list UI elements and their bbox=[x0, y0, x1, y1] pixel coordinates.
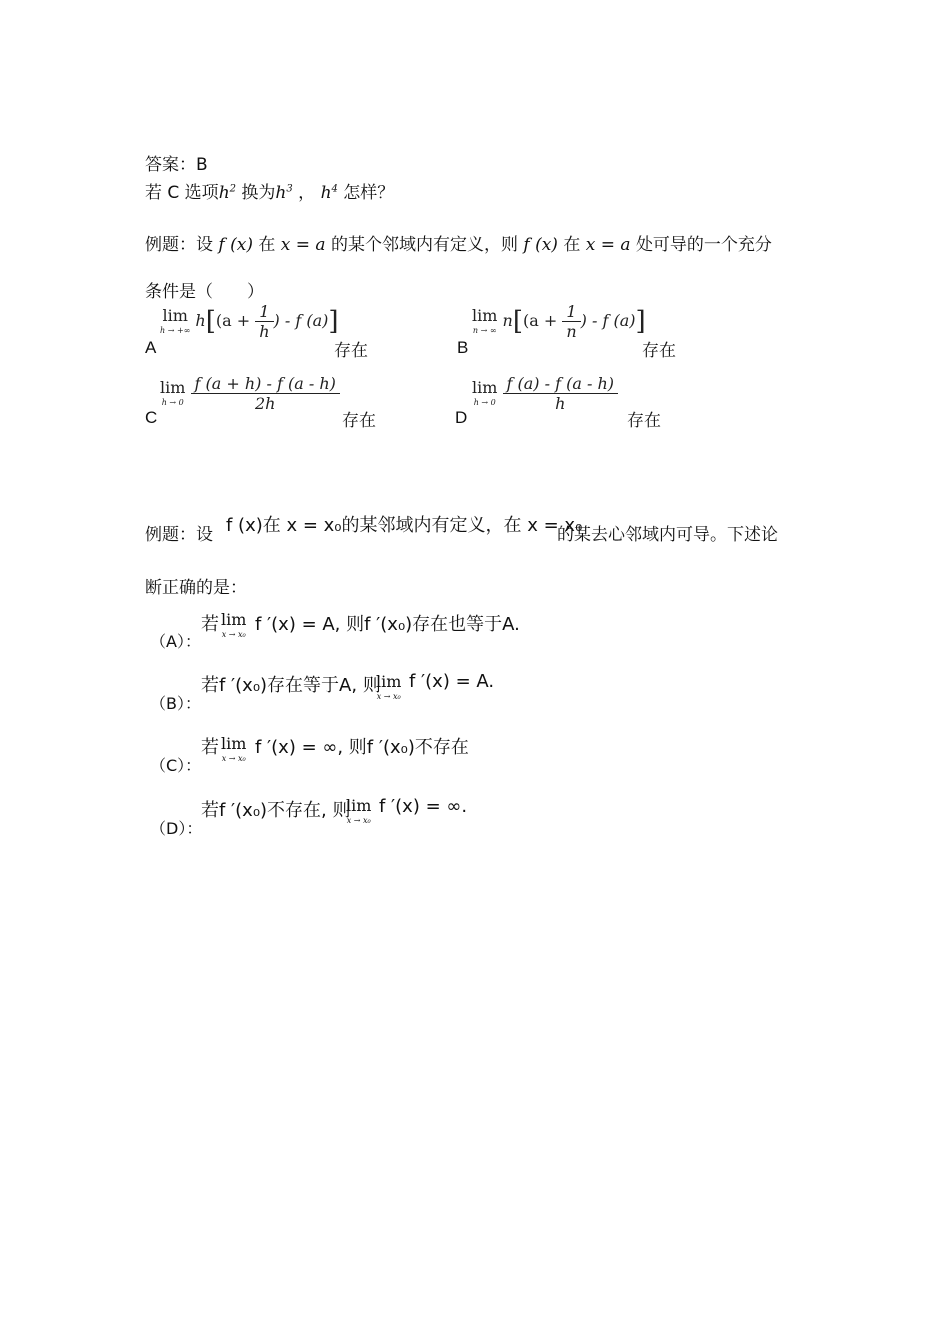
option-d-expression bbox=[472, 374, 618, 413]
ex2-option-a-limit: lim x → x₀ bbox=[221, 610, 247, 639]
limit-symbol: lim n → ∞ bbox=[472, 306, 498, 335]
answer-text: 答案：B bbox=[145, 155, 208, 175]
option-c-expression bbox=[160, 374, 340, 413]
ex2-stem-formula: f (x)在 x = x₀的某邻域内有定义，在 x = x₀ bbox=[226, 515, 583, 536]
option-b-expression bbox=[472, 302, 646, 341]
ex2-option-c-text1: 若 bbox=[201, 737, 219, 758]
example2-stem bbox=[145, 520, 213, 545]
ex2-line2-text: 断正确的是： bbox=[145, 578, 247, 598]
ex2-option-b-limit: lim x → x₀ bbox=[376, 672, 402, 701]
q-e2: 2 bbox=[229, 183, 237, 195]
example1-stem bbox=[145, 230, 772, 255]
ex2-option-d-limit: lim x → x₀ bbox=[346, 796, 372, 825]
option-c-label: C bbox=[145, 408, 158, 427]
option-d-label: D bbox=[455, 408, 468, 427]
ex2-option-b-text1: 若f ′(x₀)存在等于A, 则 bbox=[201, 675, 381, 696]
lim-var: n bbox=[502, 311, 513, 330]
ex1-fx2: f (x) bbox=[523, 235, 558, 255]
option-c-exists: 存在 bbox=[342, 411, 376, 431]
ex2-option-d-label: （D）： bbox=[150, 819, 203, 838]
ex1-line2-text: 条件是（ ） bbox=[145, 282, 264, 302]
option-d-exists: 存在 bbox=[627, 411, 661, 431]
left-bracket: [ bbox=[205, 306, 216, 337]
q-h2: h bbox=[218, 183, 230, 203]
q-h3: h bbox=[275, 183, 287, 203]
right-bracket: ] bbox=[635, 306, 646, 337]
q-h4: h bbox=[320, 183, 332, 203]
answer-line bbox=[145, 150, 208, 175]
limit-symbol: lim h → +∞ bbox=[160, 306, 191, 335]
fraction: $\frac{1}{n}$ bbox=[562, 302, 580, 341]
fraction: $\frac{f (a + h) - f (a - h)}{2h}$ bbox=[191, 374, 340, 413]
body-post: ) - f (a) bbox=[580, 311, 636, 330]
fraction: $\frac{f (a) - f (a - h)}{h}$ bbox=[503, 374, 619, 413]
ex1-xa2: x = a bbox=[585, 235, 631, 255]
q-e3: 3 bbox=[286, 183, 293, 195]
q-part1: 若 C 选项 bbox=[145, 183, 219, 203]
fraction: $\frac{1}{h}$ bbox=[255, 302, 273, 341]
ex1-xa: x = a bbox=[280, 235, 326, 255]
body-part: (a + bbox=[522, 311, 563, 330]
ex1-in2: 在 bbox=[563, 235, 581, 255]
ex1-fx: f (x) bbox=[218, 235, 253, 255]
lim-var: h bbox=[195, 311, 206, 330]
q-e4: 4 bbox=[331, 183, 338, 195]
ex2-tail: 的某去心邻域内可导。下述论 bbox=[557, 525, 778, 545]
option-b-label: B bbox=[457, 338, 469, 357]
ex1-prefix: 例题：设 bbox=[145, 235, 213, 255]
ex2-option-c-label: （C）： bbox=[150, 756, 202, 775]
option-a-expression bbox=[160, 302, 339, 341]
left-bracket: [ bbox=[512, 306, 523, 337]
example1-line2 bbox=[145, 277, 264, 302]
limit-symbol: lim h → 0 bbox=[160, 378, 186, 407]
right-bracket: ] bbox=[328, 306, 339, 337]
ex1-mid: 的某个邻域内有定义，则 bbox=[330, 235, 518, 255]
option-a-exists: 存在 bbox=[334, 341, 368, 361]
body-post: ) - f (a) bbox=[273, 311, 329, 330]
ex2-prefix: 例题：设 bbox=[145, 525, 213, 545]
example2-line2 bbox=[145, 573, 247, 598]
q-part4: 怎样？ bbox=[343, 183, 395, 203]
option-a-label: A bbox=[145, 338, 157, 357]
ex2-option-a-label: （A）： bbox=[150, 632, 201, 651]
question-line bbox=[145, 178, 394, 203]
ex1-tail: 处可导的一个充分 bbox=[635, 235, 772, 255]
ex2-option-b-label: （B）： bbox=[150, 694, 201, 713]
ex1-in: 在 bbox=[258, 235, 276, 255]
body-part: (a + bbox=[215, 311, 256, 330]
ex2-option-b-text2: f ′(x) = A. bbox=[409, 671, 495, 692]
option-b-exists: 存在 bbox=[642, 341, 676, 361]
limit-symbol: lim h → 0 bbox=[472, 378, 498, 407]
q-part2: 换为 bbox=[241, 183, 276, 203]
ex2-option-c-text2: f ′(x) = ∞, 则f ′(x₀)不存在 bbox=[255, 737, 469, 758]
q-part3: ， bbox=[298, 183, 316, 203]
ex2-option-d-text2: f ′(x) = ∞. bbox=[379, 796, 468, 817]
ex2-option-a-text2: f ′(x) = A, 则f ′(x₀)存在也等于A. bbox=[255, 614, 520, 635]
ex2-option-d-text1: 若f ′(x₀)不存在, 则 bbox=[201, 800, 351, 821]
ex2-option-a-text1: 若 bbox=[201, 614, 219, 635]
ex2-option-c-limit: lim x → x₀ bbox=[221, 734, 247, 763]
